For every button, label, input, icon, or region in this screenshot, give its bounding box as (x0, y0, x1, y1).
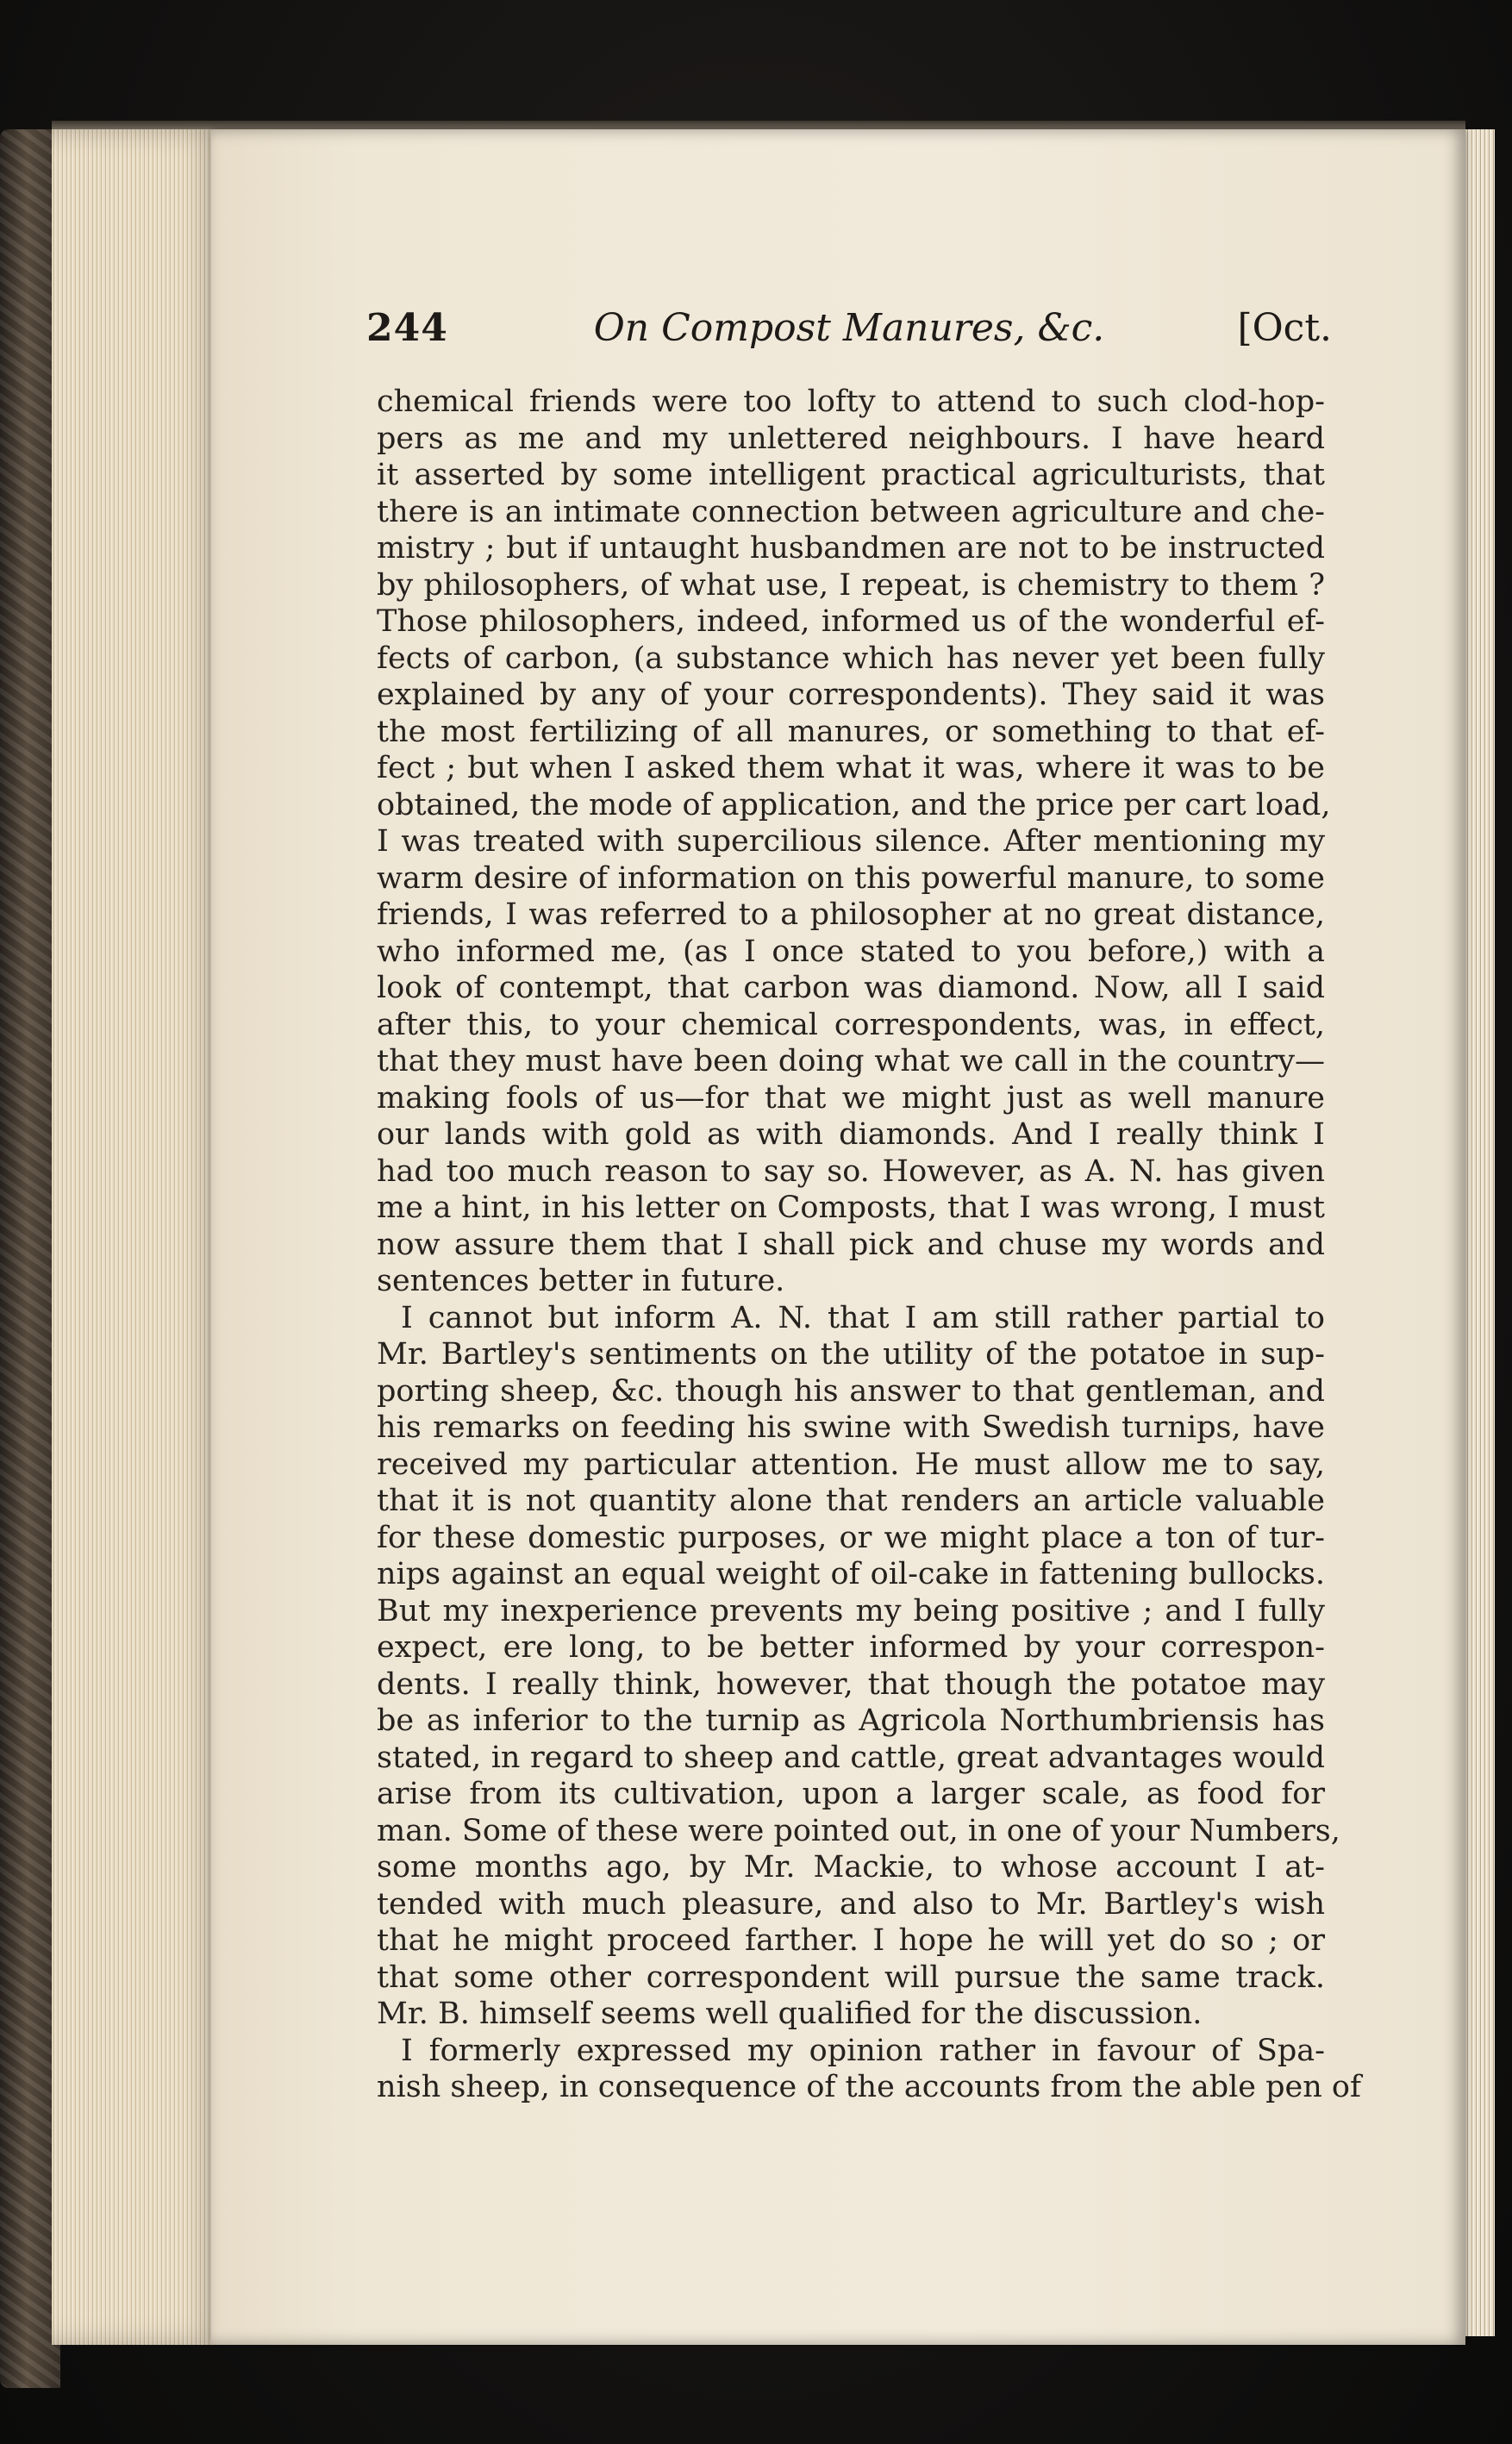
text-line: making fools of us—for that we might just as well manure (377, 1080, 1325, 1116)
text-line: that he might proceed farther. I hope he will yet do so ; or (377, 1923, 1325, 1958)
text-line: explained by any of your correspondents). They said it was (377, 678, 1325, 712)
text-line: received my particular attention. He must allow me to say, (377, 1447, 1325, 1482)
text-line: fect ; but when I asked them what it was, where it was to be (377, 751, 1325, 785)
text-line: But my inexperience prevents my being positive ; and I fully (377, 1593, 1325, 1628)
text-line: it asserted by some intelligent practical agriculturists, that (377, 458, 1325, 492)
text-line: sentences better in future. (377, 1264, 785, 1298)
text-line: there is an intimate connection between agriculture and che- (377, 494, 1325, 529)
body-text (377, 384, 1361, 2106)
text-line: that they must have been doing what we call in the country— (377, 1044, 1325, 1078)
text-line: Mr. Bartley's sentiments on the utility of the potatoe in sup- (377, 1337, 1325, 1372)
text-line: friends, I was referred to a philosopher at no great distance, (377, 897, 1325, 932)
running-date: [Oct. (1237, 306, 1332, 350)
text-line: nish sheep, in consequence of the accounts from the able pen of (377, 2070, 1361, 2104)
text-line: Mr. B. himself seems well qualified for the discussion. (377, 1997, 1203, 2031)
text-line: arise from its cultivation, upon a larger scale, as food for (377, 1777, 1325, 1811)
text-line: his remarks on feeding his swine with Swedish turnips, have (377, 1410, 1325, 1445)
text-line: by philosophers, of what use, I repeat, is chemistry to them ? (377, 567, 1325, 603)
text-line: fects of carbon, (a substance which has never yet been fully (377, 641, 1325, 676)
text-line: dents. I really think, however, that though the potatoe may (377, 1666, 1325, 1702)
text-line: porting sheep, &c. though his answer to that gentleman, and (377, 1373, 1325, 1409)
text-line: warm desire of information on this powerful manure, to some (377, 860, 1325, 896)
text-line: chemical friends were too lofty to attend to such clod-hop- (377, 384, 1325, 419)
text-line: that it is not quantity alone that renders an article valuable (377, 1484, 1325, 1518)
text-line: had too much reason to say so. However, as A. N. has given (377, 1153, 1325, 1189)
text-line: mistry ; but if untaught husbandmen are not to be instructed (377, 531, 1325, 566)
text-line: I formerly expressed my opinion rather in favour of Spa- (401, 2033, 1325, 2068)
text-line: man. Some of these were pointed out, in one of your Numbers, (377, 1813, 1340, 1848)
text-line: that some other correspondent will pursue the same track. (377, 1960, 1325, 1995)
text-line: be as inferior to the turnip as Agricola Northumbriensis has (377, 1703, 1325, 1738)
page-number: 244 (366, 306, 448, 350)
text-line: me a hint, in his letter on Composts, that I was wrong, I must (377, 1191, 1325, 1225)
text-line: who informed me, (as I once stated to you before,) with a (377, 934, 1325, 969)
text-line: I cannot but inform A. N. that I am still rather partial to (401, 1300, 1325, 1335)
text-line: pers as me and my unlettered neighbours. I have heard (377, 421, 1325, 456)
text-line: I was treated with supercilious silence. After mentioning my (377, 824, 1325, 859)
text-line: expect, ere long, to be better informed by your correspon- (377, 1630, 1325, 1665)
text-line: the most fertilizing of all manures, or something to that ef- (377, 714, 1325, 749)
text-line: nips against an equal weight of oil-cake in fattening bullocks. (377, 1557, 1325, 1591)
text-line: tended with much pleasure, and also to Mr. Bartley's wish (377, 1886, 1325, 1922)
text-line: Those philosophers, indeed, informed us of the wonderful ef- (377, 604, 1325, 639)
running-title: On Compost Manures, &c. (593, 306, 1105, 350)
page-edges-right (1465, 129, 1495, 2336)
text-line: look of contempt, that carbon was diamond. Now, all I said (377, 971, 1325, 1005)
text-line: stated, in regard to sheep and cattle, great advantages would (377, 1740, 1325, 1775)
page-edges-left (52, 129, 224, 2345)
text-line: after this, to your chemical correspondents, was, in effect, (377, 1007, 1325, 1042)
text-line: our lands with gold as with diamonds. And I really think I (377, 1117, 1325, 1152)
text-line: some months ago, by Mr. Mackie, to whose account I at- (377, 1850, 1325, 1885)
text-line: for these domestic purposes, or we might place a ton of tur- (377, 1520, 1325, 1555)
text-line: obtained, the mode of application, and the price per cart load, (377, 787, 1331, 822)
running-header (366, 306, 1332, 366)
text-line: now assure them that I shall pick and chuse my words and (377, 1227, 1325, 1262)
